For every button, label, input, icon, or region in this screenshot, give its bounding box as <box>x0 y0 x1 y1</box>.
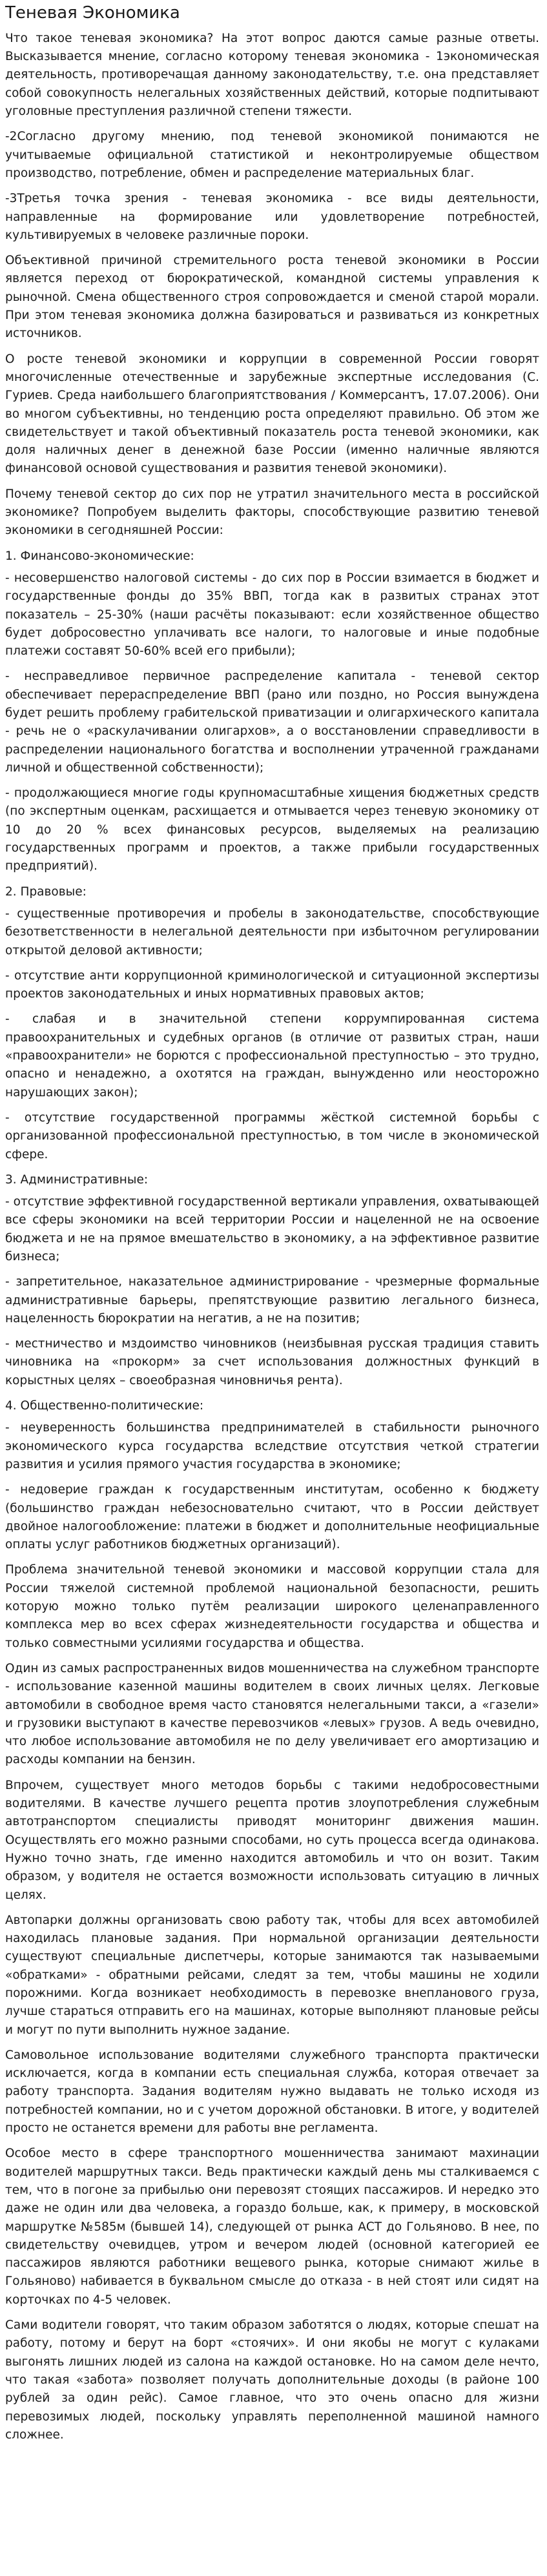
list-item: - отсутствие эффективной государственной вертикали управления, охватывающей все сферы экономики на всей территории России и нацеленной не на освоение бюджета и не на прямое вмешательство в экономику, а на эффективное развитие бизнеса; <box>5 1195 539 1263</box>
paragraph: Проблема значительной теневой экономики и массовой коррупции стала для России тяжелой системной проблемой национальной безопасности, решить которую можно только путём реализации широкого целенаправленного комплекса мер во всех сферах жизнедеятельности государства и общества и только совместными усилиями государства и общества. <box>5 1563 539 1650</box>
list-item: - несовершенство налоговой системы - до сих пор в России взимается в бюджет и государственные фонды до 35% ВВП, тогда как в развитых странах этот показатель – 25-30% (наши расчёты показывают: если хозяйственное общество будет добросовестно уплачивать все налоги, то налоговые и иные подобные платежи составят 50-60% всей его прибыли); <box>5 571 539 659</box>
paragraph: Автопарки должны организовать свою работу так, чтобы для всех автомобилей находилась плановые задания. При нормальной организации деятельности существуют специальные диспетчеры, которые занимаются так называемыми «обратками» - обратными рейсами, следят за тем, чтобы машины не ходили порожними. Когда возникает необходимость в перевозке внепланового груза, лучше стараться отправить его на машинах, которые выполняют плановые рейсы и могут по пути выполнить нужное задание. <box>5 1913 539 2037</box>
list-item: - отсутствие анти коррупционной криминологической и ситуационной экспертизы проектов законодательных и иных нормативных правовых актов; <box>5 968 539 1001</box>
paragraph: Особое место в сфере транспортного мошенничества занимают махинации водителей маршрутных такси. Ведь практически каждый день мы сталкиваемся с тем, что в погоне за прибылью они перевозят стоящих пассажиров. И нередко это даже не один или два человека, а гораздо больше, как, к примеру, в московской маршрутке №585м (бывшей 14), следующей от рынка АСТ до Гольяново. В нее, по свидетельству очевидцев, утром и вечером людей (основной категорией ее пассажиров являются работники вещевого рынка, которые снимают жилье в Гольяново) набивается в буквальном смысле до отказа - в ней стоят или сидят на корточках по 4-5 человек. <box>5 2147 539 2307</box>
article-body <box>5 30 539 2444</box>
paragraph: Сами водители говорят, что таким образом заботятся о людях, которые спешат на работу, потому и берут на борт «стоячих». И они якобы не могут с кулаками выгонять лишних людей из салона на каждой остановке. Но на самом деле нечто, что такая «забота» позволяет получать дополнительные доходы (в районе 100 рублей за один рейс). Самое главное, что это очень опасно для жизни перевозимых людей, поскольку управлять переполненной машиной намного сложнее. <box>5 2318 539 2442</box>
paragraph: Самовольное использование водителями служебного транспорта практически исключается, когда в компании есть специальная служба, которая отвечает за работу транспорта. Задания водителям нужно выдавать не только исходя из потребностей компании, но и с учетом дорожной обстановки. В итоге, у водителей просто не останется времени для работы вне регламента. <box>5 2048 539 2136</box>
paragraph: Что такое теневая экономика? На этот вопрос даются самые разные ответы. Высказывается мнение, согласно которому теневая экономика - 1экономическая деятельность, противоречащая данному законодательству, т.е. она представляет собой совокупность нелегальных хозяйственных действий, которые подпитывают уголовные преступления различной степени тяжести. <box>5 31 539 119</box>
paragraph: Один из самых распространенных видов мошенничества на служебном транспорте - использование казенной машины водителем в своих личных целях. Легковые автомобили в свободное время часто становятся нелегальными такси, а «газели» и грузовики выступают в качестве перевозчиков «левых» грузов. А ведь очевидно, что любое использование автомобиля не по делу увеличивает его амортизацию и расходы компании на бензин. <box>5 1661 539 1767</box>
list-item: - отсутствие государственной программы жёсткой системной борьбы с организованной профессиональной преступностью, в том числе в экономической сфере. <box>5 1110 539 1161</box>
list-item: - недоверие граждан к государственным институтам, особенно к бюджету (большинство граждан небезосновательно считают, что в России действует двойное налогообложение: платежи в бюджет и дополнительные неофициальные оплаты услуг работников бюджетных организаций). <box>5 1483 539 1552</box>
list-item: - запретительное, наказательное администрирование - чрезмерные формальные административные барьеры, препятствующие развитию легального бизнеса, нацеленность бюрократии на негатив, а не на позитив; <box>5 1275 539 1325</box>
paragraph: Впрочем, существует много методов борьбы с такими недобросовестными водителями. В качестве лучшего рецепта против злоупотребления служебным автотранспортом специалисты приводят мониторинг движения машин. Осуществлять его можно разными способами, но суть процесса всегда одинакова. Нужно точно знать, где именно находится автомобиль и что он возит. Таким образом, у водителя не остается возможности использовать ситуацию в личных целях. <box>5 1778 539 1902</box>
section-heading: 1. Финансово-экономические: <box>5 549 194 563</box>
page-title: Теневая Экономика <box>5 3 180 23</box>
paragraph: О росте теневой экономики и коррупции в современной России говорят многочисленные отечественные и зарубежные экспертные исследования (С. Гуриев. Среда наибольшего благоприятствования / Коммерсантъ, 17.07.2006). Они во многом субъективны, но тенденцию роста определяют правильно. Об этом же свидетельствует и такой объективный показатель роста теневой экономики, как доля наличных денег в денежной базе России (именно наличные являются финансовой основой существования и развития теневой экономики). <box>5 352 539 476</box>
paragraph: Объективной причиной стремительного роста теневой экономики в России является переход от бюрократической, командной системы управления к рыночной. Смена общественного строя сопровождается и сменой старой морали. При этом теневая экономика должна базироваться и развиваться из конкретных источников. <box>5 254 539 341</box>
paragraph: -2Согласно другому мнению, под теневой экономикой понимаются не учитываемые официальной статистикой и неконтролируемые обществом производство, потребление, обмен и распределение материальных благ. <box>5 130 539 180</box>
list-item: - продолжающиеся многие годы крупномасштабные хищения бюджетных средств (по экспертным оценкам, расхищается и отмывается через теневую экономику от 10 до 20 % всех финансовых ресурсов, выделяемых на реализацию государственных программ и проектов, а также прибыли государственных предприятий). <box>5 786 539 874</box>
list-item: - слабая и в значительной степени коррумпированная система правоохранительных и судебных органов (в отличие от развитых стран, наши «правоохранители» не борются с профессиональной преступностью – это трудно, опасно и ненадежно, а охотятся на граждан, вынужденно или неосторожно нарушающих закон); <box>5 1012 539 1099</box>
list-item: - местничество и мздоимство чиновников (неизбывная русская традиция ставить чиновника на «прокорм» за счет использования должностных функций в корыстных целях – своеобразная чиновничья рента). <box>5 1337 539 1387</box>
paragraph: Почему теневой сектор до сих пор не утратил значительного места в российской экономике? Попробуем выделить факторы, способствующие развитию теневой экономики в сегодняшней России: <box>5 487 539 538</box>
section-heading: 4. Общественно-политические: <box>5 1399 204 1413</box>
paragraph: -3Третья точка зрения - теневая экономика - все виды деятельности, направленные на формирование или удовлетворение потребностей, культивируемых в человеке различные пороки. <box>5 192 539 242</box>
list-item: - существенные противоречия и пробелы в законодательстве, способствующие безответственности в нелегальной деятельности при избыточном регулировании открытой деловой активности; <box>5 906 539 957</box>
section-heading: 2. Правовые: <box>5 884 87 899</box>
section-heading: 3. Административные: <box>5 1172 149 1187</box>
list-item: - несправедливое первичное распределение капитала - теневой сектор обеспечивает перераспределение ВВП (рано или поздно, но Россия вынуждена будет решить проблему грабительской приватизации и олигархического капитала - речь не о «раскулачивании олигархов», а о восстановлении справедливости в распределении национального богатства и восполнении утраченной гражданами личной и общественной собственности); <box>5 670 539 775</box>
list-item: - неуверенность большинства предпринимателей в стабильности рыночного экономического курса государства вследствие отсутствия четкой стратегии развития и усилия прямого участия государства в экономике; <box>5 1421 539 1471</box>
